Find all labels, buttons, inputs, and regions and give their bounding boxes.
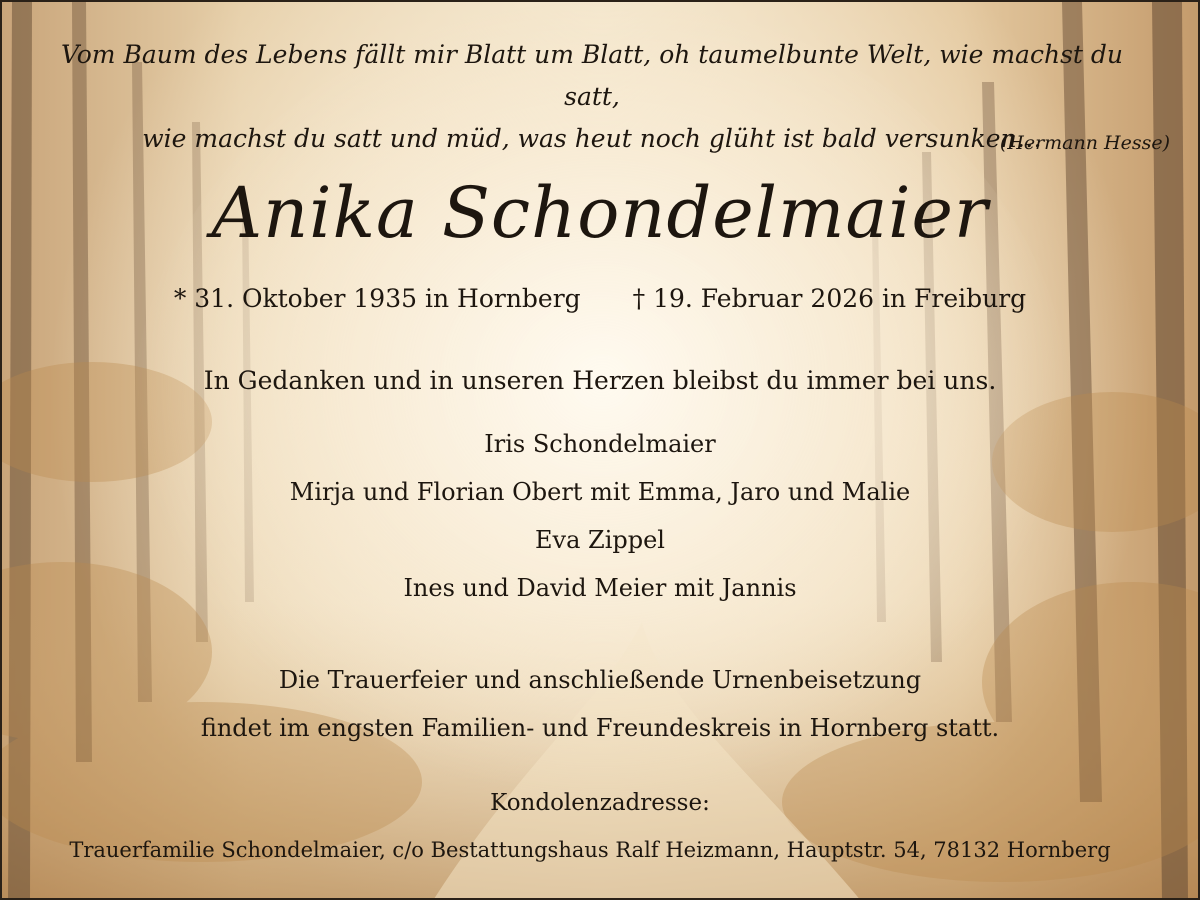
ceremony-notice xyxy=(2,656,1198,752)
mourners-list xyxy=(2,420,1198,612)
birth-date: * 31. Oktober 1935 in Hornberg xyxy=(173,284,581,313)
memorial-motto: In Gedanken und in unseren Herzen bleibst du immer bei uns. xyxy=(203,366,997,395)
ceremony-line-2: findet im engsten Familien- und Freundeskreis in Hornberg statt. xyxy=(200,714,1000,742)
life-dates xyxy=(2,284,1198,313)
mourner-entry: Eva Zippel xyxy=(535,526,665,554)
quote-line-1: Vom Baum des Lebens fällt mir Blatt um Blatt, oh taumelbunte Welt, wie machst du satt, xyxy=(60,40,1123,111)
mourner-entry: Iris Schondelmaier xyxy=(484,430,716,458)
deceased-name: Anika Schondelmaier xyxy=(211,172,989,254)
condolence-label: Kondolenzadresse: xyxy=(490,790,710,816)
quote-author: (Hermann Hesse) xyxy=(999,132,1170,154)
ceremony-line-1: Die Trauerfeier und anschließende Urnenbeisetzung xyxy=(278,666,922,694)
mourner-entry: Ines und David Meier mit Jannis xyxy=(403,574,797,602)
mourner-entry: Mirja und Florian Obert mit Emma, Jaro und Malie xyxy=(289,478,911,506)
hesse-quote xyxy=(42,34,1142,160)
quote-line-2: wie machst du satt und müd, was heut noch glüht ist bald versunken… xyxy=(142,124,1042,153)
condolence-address: Trauerfamilie Schondelmaier, c/o Bestattungshaus Ralf Heizmann, Hauptstr. 54, 78132 Hornberg xyxy=(69,838,1111,862)
death-date: † 19. Februar 2026 in Freiburg xyxy=(632,284,1027,313)
